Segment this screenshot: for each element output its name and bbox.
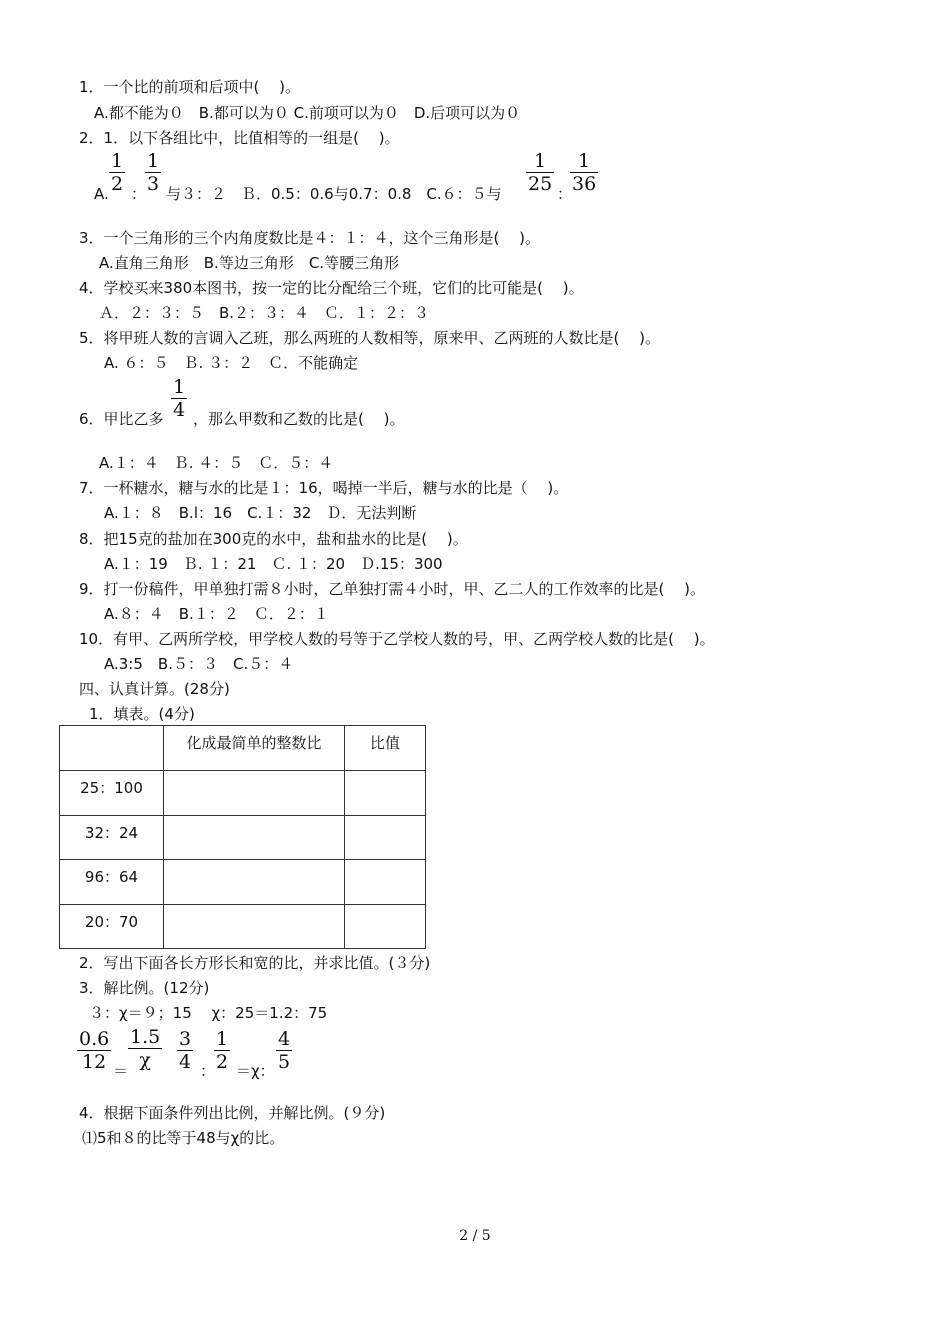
q8-stem: 8．把15克的盐加在300克的水中，盐和盐水的比是( )。 — [79, 530, 468, 548]
sub3-fraction-5 — [276, 1029, 292, 1072]
q6-stem-b: ，那么甲数和乙数的比是( )。 — [193, 410, 405, 428]
sub3-f5-den: 5 — [278, 1051, 291, 1073]
q2-prefix: A. — [94, 185, 109, 203]
table-cell — [345, 860, 426, 905]
q2-colon-1: ： — [131, 185, 147, 203]
sub4-item1: ⑴5和８的比等于48与χ的比。 — [82, 1129, 285, 1147]
q2-colon-2: ： — [557, 185, 573, 203]
q2-f1-num: 1 — [111, 150, 124, 172]
section4-title: 四、认真计算。(28分) — [79, 680, 230, 698]
sub3-fraction-4 — [214, 1029, 230, 1072]
q2-stem: 2．1．以下各组比中，比值相等的一组是( )。 — [79, 129, 400, 147]
q6-frac-num: 1 — [173, 376, 186, 398]
q8-options: A.１：19 Ｂ. １：21 Ｃ. １：20 Ｄ.15：300 — [104, 555, 443, 573]
sub3-f1-den: 12 — [82, 1051, 107, 1073]
q2-fraction-4 — [570, 151, 598, 194]
sub4-title: 4．根据下面条件列出比例，并解比例。(９分) — [79, 1104, 386, 1122]
q5-options: A. ６：５ Ｂ. ３：２ Ｃ．不能确定 — [104, 354, 359, 372]
sub3-f4-den: 2 — [216, 1051, 229, 1073]
q2-f4-den: 36 — [572, 173, 597, 195]
sub3-f4-num: 1 — [216, 1028, 229, 1050]
q1-options: A.都不能为０ B.都可以为０ C.前项可以为０ D.后项可以为０ — [94, 104, 521, 122]
table-cell — [164, 905, 345, 949]
q4-stem: 4．学校买来380本图书，按一定的比分配给三个班，它们的比可能是( )。 — [79, 279, 584, 297]
sub3-f5-num: 4 — [278, 1028, 291, 1050]
table-cell: 20：70 — [60, 905, 164, 949]
q9-stem: 9．打一份稿件，甲单独打需８小时，乙单独打需４小时，甲、乙二人的工作效率的比是( )。 — [79, 580, 706, 598]
q2-f2-num: 1 — [147, 150, 160, 172]
sub3-fraction-3 — [177, 1029, 193, 1072]
table-header-cell: 比值 — [345, 726, 426, 771]
q6-frac-den: 4 — [173, 399, 186, 421]
table-header-row — [60, 726, 426, 771]
q10-stem: 10．有甲、乙两所学校，甲学校人数的号等于乙学校人数的号，甲、乙两学校人数的比是( )。 — [79, 630, 715, 648]
q2-f4-num: 1 — [578, 150, 591, 172]
sub3-fraction-1 — [77, 1029, 111, 1072]
q2-text-1: 与３：２ Ｂ．0.5：0.6与0.7：0.8 C.６：５与 — [166, 185, 502, 203]
q2-fraction-2 — [145, 151, 161, 194]
page-number: 2 / 5 — [459, 1228, 491, 1244]
table-header-cell: 化成最简单的整数比 — [164, 726, 345, 771]
table-cell — [345, 771, 426, 816]
q2-f2-den: 3 — [147, 173, 160, 195]
sub3-colon-1: ： — [200, 1062, 216, 1080]
q9-options: A.８：４ B.１：２ Ｃ．２：１ — [104, 605, 329, 623]
sub3-f3-num: 3 — [179, 1028, 192, 1050]
q2-f3-num: 1 — [534, 150, 547, 172]
q3-options: A.直角三角形 B.等边三角形 C.等腰三角形 — [99, 254, 400, 272]
q1-stem: 1．一个比的前项和后项中( )。 — [79, 78, 301, 96]
table-cell: 32：24 — [60, 816, 164, 860]
sub3-title: 3．解比例。(12分) — [79, 979, 210, 997]
q2-f3-den: 25 — [528, 173, 553, 195]
sub3-f3-den: 4 — [179, 1051, 192, 1073]
table-row — [60, 905, 426, 949]
sub3-f1-num: 0.6 — [79, 1028, 110, 1050]
q6-fraction — [171, 377, 187, 420]
table-cell — [164, 816, 345, 860]
section4-sub1: 1．填表。(4分) — [89, 705, 195, 723]
table-cell — [345, 905, 426, 949]
table-cell — [164, 860, 345, 905]
q2-fraction-3 — [526, 151, 554, 194]
q4-options: Ａ．２：３：５ B.２：３：４ Ｃ．１：２：３ — [99, 304, 430, 322]
table-row — [60, 771, 426, 816]
table-row — [60, 816, 426, 860]
table-cell — [345, 816, 426, 860]
q6-stem-a: 6．甲比乙多 — [79, 410, 164, 428]
q7-stem: 7．一杯糖水，糖与水的比是１：16，喝掉一半后，糖与水的比是（ )。 — [79, 479, 569, 497]
fill-table — [59, 725, 426, 949]
q3-stem: 3．一个三角形的三个内角度数比是４：１：４，这个三角形是( )。 — [79, 229, 541, 247]
sub3-f2-den: χ — [139, 1049, 151, 1071]
table-header-cell — [60, 726, 164, 771]
sub2-title: 2．写出下面各长方形长和宽的比，并求比值。(３分) — [79, 954, 431, 972]
sub3-fraction-2 — [128, 1027, 162, 1070]
sub3-equals-1: ＝ — [113, 1062, 129, 1080]
table-row — [60, 860, 426, 905]
q6-options: A.１：４ Ｂ. ４：５ Ｃ．５：４ — [99, 454, 334, 472]
q2-f1-den: 2 — [111, 173, 124, 195]
table-cell: 96：64 — [60, 860, 164, 905]
q5-stem: 5．将甲班人数的言调入乙班，那么两班的人数相等，原来甲、乙两班的人数比是( )。 — [79, 329, 661, 347]
table-cell — [164, 771, 345, 816]
table-cell: 25：100 — [60, 771, 164, 816]
q10-options: A.3:5 B.５：３ C.５：４ — [104, 655, 294, 673]
q2-fraction-1 — [109, 151, 125, 194]
sub3-equals-2: ＝χ： — [236, 1062, 275, 1080]
sub3-f2-num: 1.5 — [130, 1026, 161, 1048]
q7-options: A.１：８ B.l：16 C.１：32 Ｄ．无法判断 — [104, 504, 417, 522]
sub3-line1: ３：χ＝９；15 χ：25＝1.2：75 — [89, 1004, 328, 1022]
